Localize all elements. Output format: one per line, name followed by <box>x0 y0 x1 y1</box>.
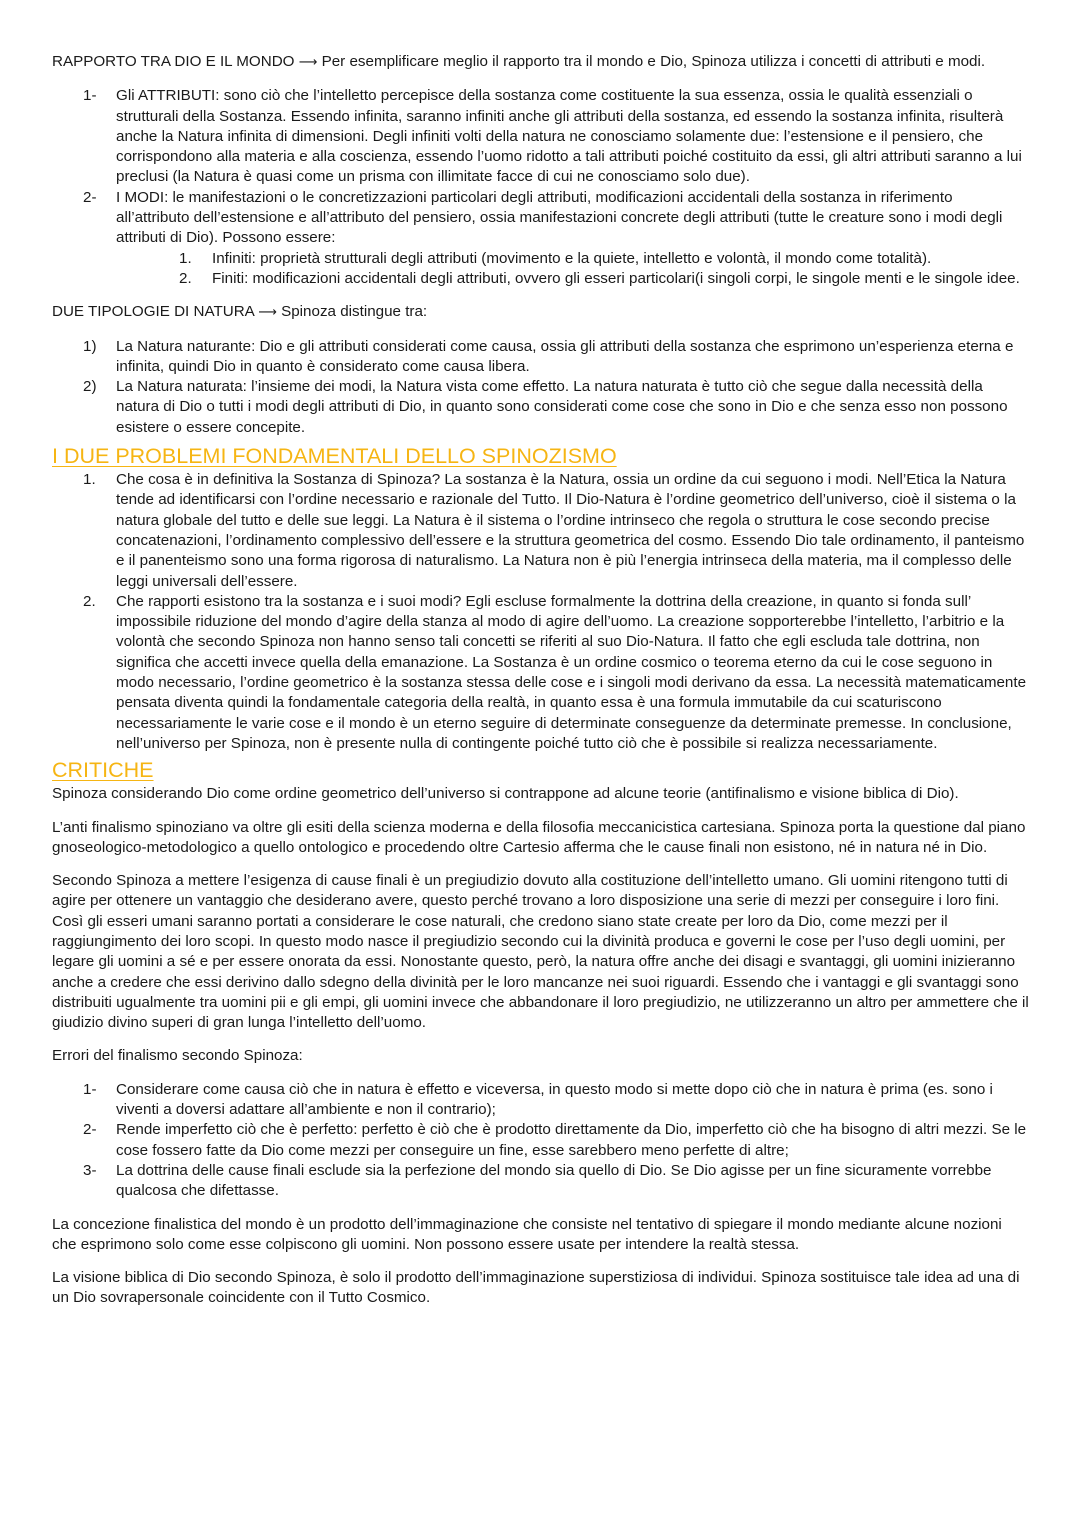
list-number: 1. <box>83 471 96 489</box>
list-item <box>52 1120 1030 1161</box>
attributes-modes-list <box>52 86 1030 248</box>
list-item-text: La Natura naturata: l’insieme dei modi, la Natura vista come effetto. La natura naturata è tutto ciò che segue dalla necessità della natura di Dio o tutti i modi degli attributi di Dio, in quanto sono considerati come cose che sono in Dio e che senza esso non possono esistere o essere concepite. <box>116 378 1008 436</box>
rapporto-intro-text: Per esemplificare meglio il rapporto tra il mondo e Dio, Spinoza utilizza i concetti di attributi e modi. <box>321 53 986 70</box>
modes-sublist <box>52 249 1030 290</box>
natura-intro-text: Spinoza distingue tra: <box>281 303 428 321</box>
list-item-text: I MODI: le manifestazioni o le concretizzazioni particolari degli attributi, modificazioni accidentali della sostanza in riferimento all’attributo dell’estensione e all’attributo del pensiero, ossia manifestazioni concrete degli attributi (tutte le creature sono i modi degli attributi di Dio). Possono essere: <box>116 188 1003 247</box>
list-item <box>52 1161 1030 1202</box>
section-heading-problemi: I DUE PROBLEMI FONDAMENTALI DELLO SPINOZISMO <box>52 444 617 469</box>
natura-list <box>52 337 1030 438</box>
list-item <box>52 470 1030 592</box>
list-number: 1- <box>83 87 97 105</box>
list-item-text: Che cosa è in definitiva la Sostanza di Spinoza? La sostanza è la Natura, ossia un ordine da cui seguono i modi. Nell’Etica la Natura tende ad identificarsi con l’ordine necessario e razionale del Tutto. Il Dio-Natura è l’ordine geometrico dell’universo, cioè il sistema o la natura globale del tutto e delle sue leggi. La Natura è il sistema o l’ordine intrinseco che regola o struttura le cose secondo precise concatenazioni, l’ordinamento complessivo dell’essere e la struttura geometrica del cosmo. Essendo Dio tale ordinamento, il panteismo e il panenteismo sono una forma rigorosa di naturalismo. La Natura non è più l’energia intrinseca della materia, ma il complesso delle leggi universali dell’essere. <box>116 471 1025 590</box>
list-number: 2- <box>83 188 97 206</box>
critiche-paragraph: La visione biblica di Dio secondo Spinoza, è solo il prodotto dell’immaginazione superstiziosa di individui. Spinoza sostituisce tale idea ad una di un Dio sovrapersonale coincidente con il Tutto Cosmico. <box>52 1269 1020 1307</box>
sub-list-item-text: Finiti: modificazioni accidentali degli attributi, ovvero gli esseri particolari(i singoli corpi, le singole menti e le singole idee. <box>212 269 1020 287</box>
section-heading-critiche: CRITICHE <box>52 758 154 783</box>
errori-list <box>52 1080 1030 1202</box>
problemi-list <box>52 470 1030 754</box>
sub-list-item <box>52 249 1030 269</box>
list-number: 1) <box>83 337 97 355</box>
sub-list-number: 2. <box>179 269 192 287</box>
critiche-paragraph: La concezione finalistica del mondo è un prodotto dell’immaginazione che consiste nel tentativo di spiegare il mondo mediante alcune nozioni che esprimono solo come esse colpiscono gli uomini. Non possono essere usate per intendere la realtà stessa. <box>52 1215 1002 1253</box>
arrow-icon: ⟶ <box>298 55 318 70</box>
list-item <box>52 337 1030 378</box>
critiche-paragraph: Secondo Spinoza a mettere l’esigenza di cause finali è un pregiudizio dovuto alla costituzione dell’intelletto umano. Gli uomini ritengono tutti di agire per ottenere un vantaggio che desiderano avere, questo perché trovano a loro disposizione una serie di mezzi per conseguire i loro fini. Così gli esseri umani saranno portati a considerare le cose naturali, che credono siano state create per loro da Dio, come mezzi per il raggiungimento dei loro scopi. In questo modo nasce il pregiudizio secondo cui la divinità produca e governi le cose per l’uso degli uomini, per legare gli uomini a sé e per essere onorata da essi. Nonostante questo, però, la natura offre anche dei disagi e svantaggi, gli uomini inizieranno anche a credere che essi derivino dallo sdegno della divinità per le loro mancanze nei suoi riguardi. Essendo che i vantaggi e gli svantaggi sono distribuiti ugualmente tra uomini pii e gli empi, gli uomini invece che abbandonare il loro pregiudizio, ne utilizzeranno un altro per ammettere che il giudizio divino superi di gran lunga l’intelletto dell’uomo. <box>52 872 1029 1032</box>
sub-list-item-text: Infiniti: proprietà strutturali degli attributi (movimento e la quiete, intelletto e volontà, il mondo come totalità). <box>212 249 932 267</box>
arrow-icon: ⟶ <box>258 305 277 321</box>
list-number: 2. <box>83 592 96 610</box>
list-item <box>52 86 1030 187</box>
list-number: 2- <box>83 1121 97 1139</box>
critiche-paragraph: L’anti finalismo spinoziano va oltre gli esiti della scienza moderna e della filosofia meccanicistica cartesiana. Spinoza porta la questione dal piano gnoseologico-metodologico a quello ontologico e procedendo oltre Cartesio afferma che le cause finali non esistono, né in natura né in Dio. <box>52 818 1026 856</box>
natura-intro <box>52 302 1030 323</box>
list-item <box>52 1080 1030 1121</box>
list-item-text: Considerare come causa ciò che in natura è effetto e viceversa, in questo modo si mette dopo ciò che in natura è prima (es. sono i viventi a doversi adattare all’ambiente e non il contrario); <box>116 1080 993 1119</box>
list-item-text: La Natura naturante: Dio e gli attributi considerati come causa, ossia gli attributi della sostanza che esprimono un’esperienza eterna e infinita, quindi Dio in quanto è considerato come causa libera. <box>116 337 1014 375</box>
list-number: 2) <box>83 378 97 396</box>
list-number: 3- <box>83 1161 97 1179</box>
errori-intro: Errori del finalismo secondo Spinoza: <box>52 1047 303 1065</box>
list-number: 1- <box>83 1080 97 1098</box>
list-item <box>52 377 1030 438</box>
list-item-text: Rende imperfetto ciò che è perfetto: perfetto è ciò che è prodotto direttamente da Dio, imperfetto ciò che ha bisogno di altri mezzi. Se le cose fossero fatte da Dio come mezzi per conseguire un fine, esse sarebbero meno perfette di altre; <box>116 1121 1027 1159</box>
rapporto-title: RAPPORTO TRA DIO E IL MONDO <box>52 53 295 70</box>
sub-list-number: 1. <box>179 249 192 267</box>
critiche-paragraph: Spinoza considerando Dio come ordine geometrico dell’universo si contrappone ad alcune teorie (antifinalismo e visione biblica di Dio). <box>52 785 959 803</box>
rapporto-intro <box>52 52 1030 73</box>
list-item-text: La dottrina delle cause finali esclude sia la perfezione del mondo sia quello di Dio. Se Dio agisse per un fine sicuramente vorrebbe qualcosa che difettasse. <box>116 1161 992 1200</box>
list-item <box>52 188 1030 249</box>
list-item <box>52 592 1030 754</box>
list-item-text: Che rapporti esistono tra la sostanza e i suoi modi? Egli escluse formalmente la dottrina della creazione, in quanto si fonda sull’ impossibile riduzione del mondo d’agire della stanza al modo di agire dell’uomo. La creazione sopporterebbe l’intelletto, l’arbitrio e la volontà che secondo Spinoza non hanno senso tali concetti se riferiti al suo Dio-Natura. Il fatto che egli escluda tale dottrina, non significa che accetti invece quella della emanazione. La Sostanza è un ordine cosmico o teorema eterno da cui le cose seguono in modo necessario, l’ordine geometrico è la sostanza stessa delle cose e i singoli modi derivano da essa. La necessità matematicamente pensata diventa quindi la fondamentale categoria della realtà, in quanto essa è una formula immutabile da cui scaturiscono necessariamente le varie cose e il mondo è un eterno seguire di determinate conseguenze da determinate premesse. In conclusione, nell’universo per Spinoza, non è presente nulla di contingente poiché tutto ciò che è possibile si realizza necessariamente. <box>116 592 1027 752</box>
sub-list-item <box>52 269 1030 289</box>
natura-title: DUE TIPOLOGIE DI NATURA <box>52 303 254 321</box>
list-item-text: Gli ATTRIBUTI: sono ciò che l’intelletto percepisce della sostanza come costituente la sua essenza, ossia le qualità essenziali o strutturali della Sostanza. Essendo infinita, saranno infiniti anche gli attributi della sostanza, ed essendo la sostanza infinita, risulterà anche la Natura infinita di dimensioni. Degli infiniti volti della natura ne conosciamo solamente due: l’estensione e il pensiero, che corrispondono alla materia e alla coscienza, essendo l’uomo ridotto a tali attributi poiché costituito da essi, gli altri attributi saranno a lui preclusi (la Natura è quasi come un prisma con illimitate facce di cui ne conosciamo solo due). <box>116 87 1022 186</box>
